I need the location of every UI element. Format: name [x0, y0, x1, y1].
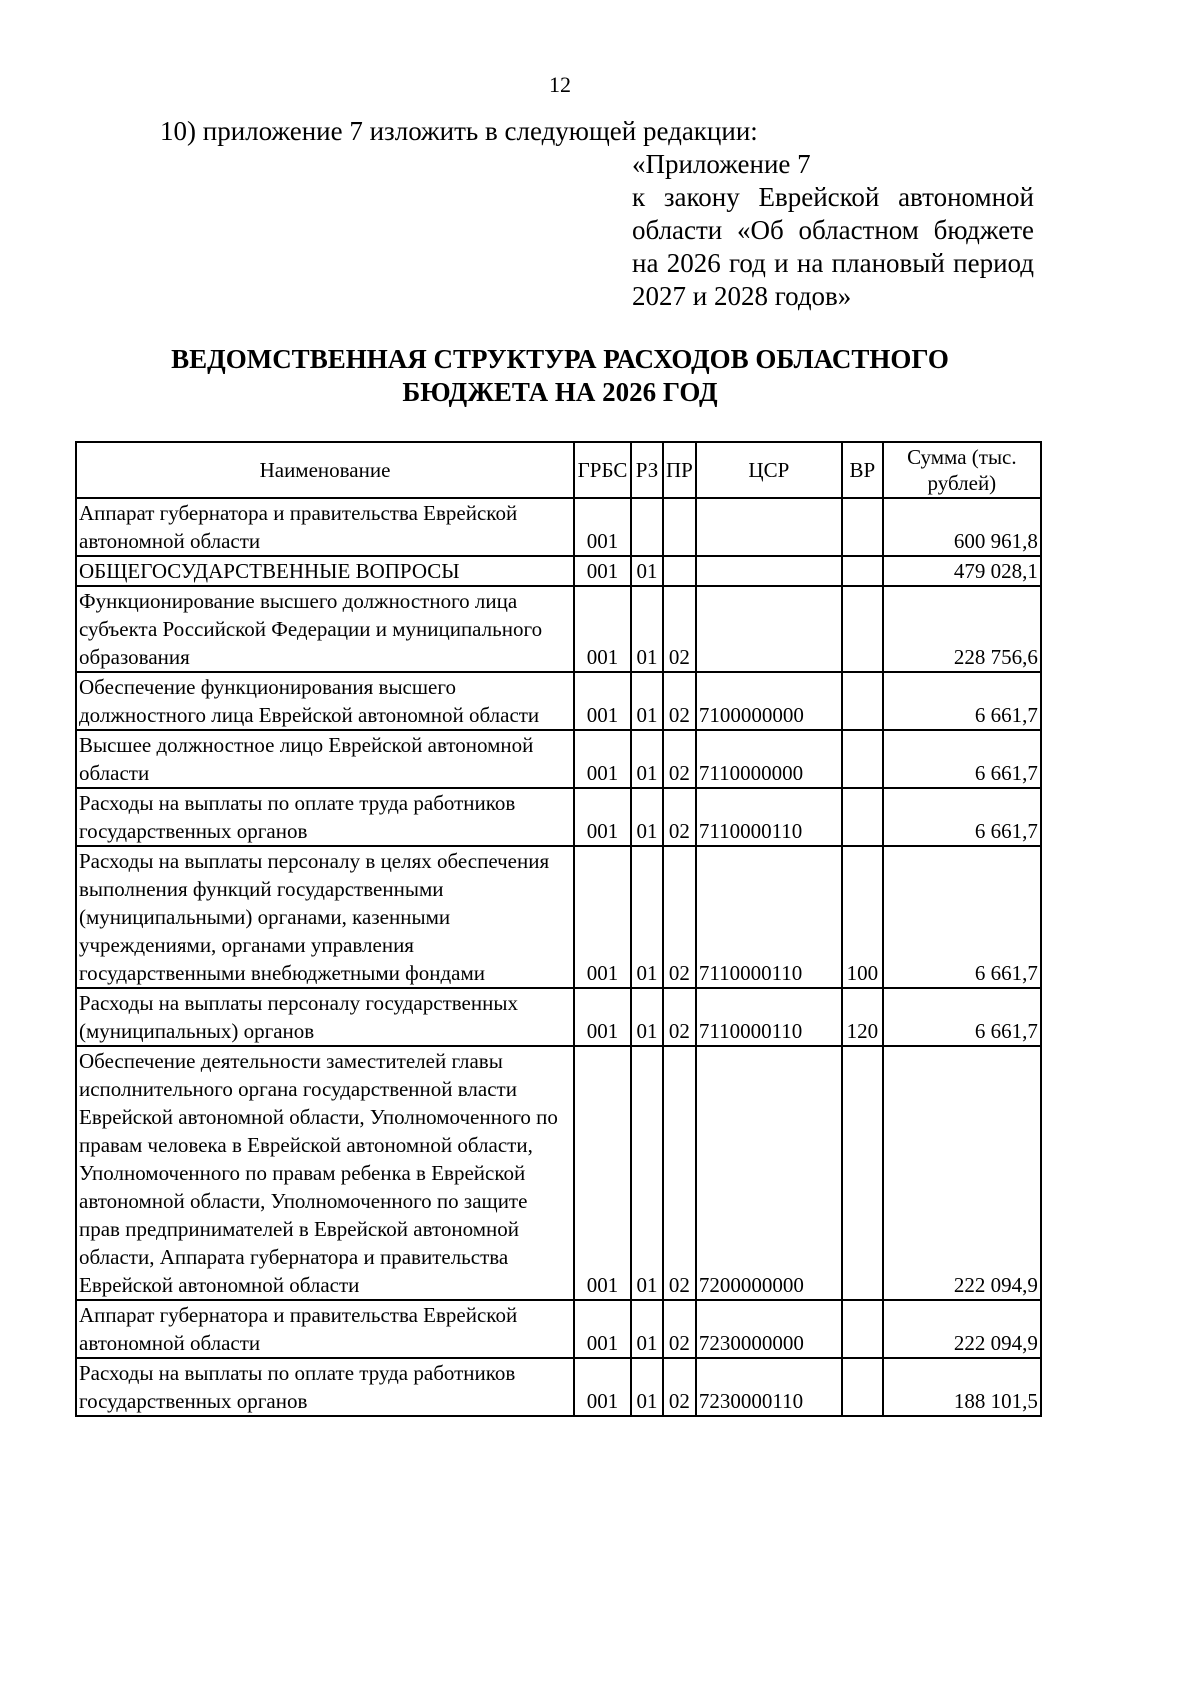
row-rz: 01 — [631, 1358, 663, 1416]
appendix-reference — [632, 148, 1034, 313]
header-name: Наименование — [76, 442, 574, 498]
row-pr: 02 — [663, 1300, 696, 1358]
appendix-reference-line2: к закону Еврейской автономной области «Об областном бюджете на 2026 год и на плановый период 2027 и 2028 годов» — [632, 182, 1034, 311]
row-rz: 01 — [631, 846, 663, 988]
table-header-row — [76, 442, 1041, 498]
row-pr: 02 — [663, 1046, 696, 1300]
row-vr — [842, 556, 883, 586]
row-amount: 188 101,5 — [883, 1358, 1041, 1416]
table-row — [76, 556, 1041, 586]
row-csr: 7230000110 — [696, 1358, 842, 1416]
table-row — [76, 988, 1041, 1046]
row-amount: 6 661,7 — [883, 730, 1041, 788]
row-name: Обеспечение деятельности заместителей главы исполнительного органа государственной власти Еврейской автономной области, Уполномоченного по правам человека в Еврейской автономной области, Уполномоченного по правам ребенка в Еврейской автономной области, Уполномоченного по защите прав предпринимателей в Еврейской автономной области, Аппарата губернатора и правительства Еврейской автономной области — [76, 1046, 574, 1300]
row-pr: 02 — [663, 730, 696, 788]
table-row — [76, 672, 1041, 730]
row-csr — [696, 586, 842, 672]
header-vr: ВР — [842, 442, 883, 498]
row-name: Обеспечение функционирования высшего должностного лица Еврейской автономной области — [76, 672, 574, 730]
row-csr: 7110000110 — [696, 788, 842, 846]
row-pr: 02 — [663, 586, 696, 672]
row-amount: 6 661,7 — [883, 788, 1041, 846]
row-grbs: 001 — [574, 1046, 631, 1300]
row-pr: 02 — [663, 846, 696, 988]
row-grbs: 001 — [574, 1300, 631, 1358]
row-rz: 01 — [631, 586, 663, 672]
row-amount: 600 961,8 — [883, 498, 1041, 556]
header-csr: ЦСР — [696, 442, 842, 498]
document-title-line1: ВЕДОМСТВЕННАЯ СТРУКТУРА РАСХОДОВ ОБЛАСТНОГО — [171, 344, 949, 374]
row-pr — [663, 556, 696, 586]
row-rz: 01 — [631, 788, 663, 846]
row-rz: 01 — [631, 672, 663, 730]
row-csr: 7100000000 — [696, 672, 842, 730]
budget-table — [75, 441, 1042, 1417]
row-rz: 01 — [631, 1046, 663, 1300]
row-pr: 02 — [663, 788, 696, 846]
row-name: Функционирование высшего должностного лица субъекта Российской Федерации и муниципального образования — [76, 586, 574, 672]
header-grbs: ГРБС — [574, 442, 631, 498]
row-name: Расходы на выплаты по оплате труда работников государственных органов — [76, 1358, 574, 1416]
page-number: 12 — [549, 72, 571, 97]
row-amount: 6 661,7 — [883, 988, 1041, 1046]
row-rz: 01 — [631, 730, 663, 788]
row-vr — [842, 1300, 883, 1358]
row-amount: 479 028,1 — [883, 556, 1041, 586]
row-name: Расходы на выплаты по оплате труда работников государственных органов — [76, 788, 574, 846]
row-rz — [631, 498, 663, 556]
row-pr: 02 — [663, 988, 696, 1046]
table-row — [76, 1300, 1041, 1358]
row-vr — [842, 586, 883, 672]
table-row — [76, 730, 1041, 788]
row-csr: 7110000110 — [696, 846, 842, 988]
table-row — [76, 1046, 1041, 1300]
document-title — [70, 343, 1050, 409]
row-vr — [842, 498, 883, 556]
row-rz: 01 — [631, 1300, 663, 1358]
row-grbs: 001 — [574, 730, 631, 788]
row-pr — [663, 498, 696, 556]
table-row — [76, 846, 1041, 988]
row-vr — [842, 788, 883, 846]
row-vr — [842, 1046, 883, 1300]
header-pr: ПР — [663, 442, 696, 498]
row-csr — [696, 556, 842, 586]
row-grbs: 001 — [574, 498, 631, 556]
row-name: Расходы на выплаты персоналу в целях обеспечения выполнения функций государственными (муниципальными) органами, казенными учреждениями, органами управления государственными внебюджетными фондами — [76, 846, 574, 988]
row-csr: 7110000110 — [696, 988, 842, 1046]
row-amount: 6 661,7 — [883, 672, 1041, 730]
row-name: Высшее должностное лицо Еврейской автономной области — [76, 730, 574, 788]
row-csr: 7200000000 — [696, 1046, 842, 1300]
row-grbs: 001 — [574, 556, 631, 586]
row-amount: 222 094,9 — [883, 1300, 1041, 1358]
header-rz: РЗ — [631, 442, 663, 498]
row-rz: 01 — [631, 988, 663, 1046]
row-csr: 7230000000 — [696, 1300, 842, 1358]
row-pr: 02 — [663, 1358, 696, 1416]
row-amount: 222 094,9 — [883, 1046, 1041, 1300]
amendment-intro: 10) приложение 7 изложить в следующей редакции: — [160, 116, 758, 146]
row-name: Расходы на выплаты персоналу государственных (муниципальных) органов — [76, 988, 574, 1046]
row-grbs: 001 — [574, 672, 631, 730]
row-amount: 228 756,6 — [883, 586, 1041, 672]
table-row — [76, 1358, 1041, 1416]
header-amount: Сумма (тыс. рублей) — [883, 442, 1041, 498]
row-vr: 100 — [842, 846, 883, 988]
row-grbs: 001 — [574, 788, 631, 846]
document-title-line2: БЮДЖЕТА НА 2026 ГОД — [402, 377, 718, 407]
row-grbs: 001 — [574, 988, 631, 1046]
row-csr — [696, 498, 842, 556]
row-csr: 7110000000 — [696, 730, 842, 788]
row-name: ОБЩЕГОСУДАРСТВЕННЫЕ ВОПРОСЫ — [76, 556, 574, 586]
row-vr — [842, 1358, 883, 1416]
row-name: Аппарат губернатора и правительства Еврейской автономной области — [76, 1300, 574, 1358]
row-vr: 120 — [842, 988, 883, 1046]
table-row — [76, 498, 1041, 556]
table-row — [76, 788, 1041, 846]
row-vr — [842, 672, 883, 730]
row-amount: 6 661,7 — [883, 846, 1041, 988]
row-rz: 01 — [631, 556, 663, 586]
row-grbs: 001 — [574, 586, 631, 672]
row-grbs: 001 — [574, 846, 631, 988]
row-pr: 02 — [663, 672, 696, 730]
row-grbs: 001 — [574, 1358, 631, 1416]
row-name: Аппарат губернатора и правительства Еврейской автономной области — [76, 498, 574, 556]
row-vr — [842, 730, 883, 788]
table-row — [76, 586, 1041, 672]
appendix-reference-line1: «Приложение 7 — [632, 149, 811, 179]
